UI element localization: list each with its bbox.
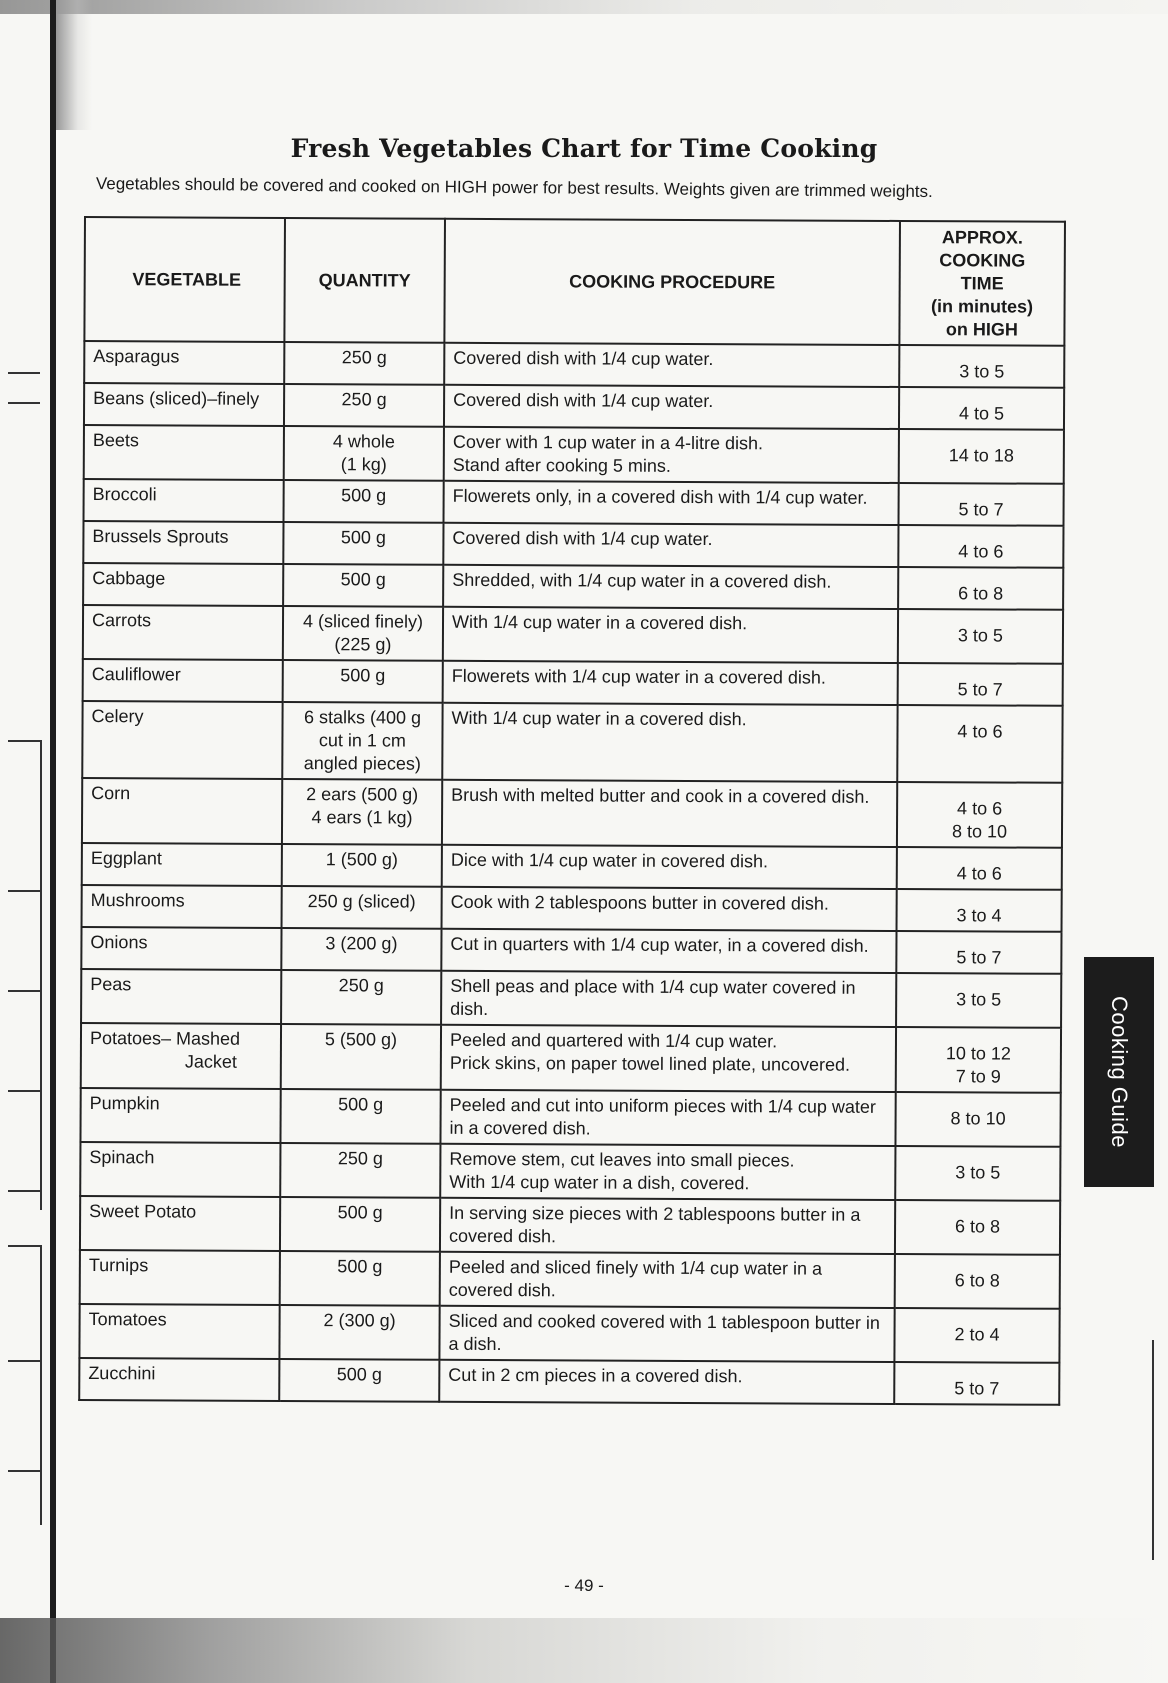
time-cell xyxy=(896,931,1061,974)
time-cell-text: 4 to 6 xyxy=(956,863,1002,884)
vegetable-cell-text: Mushrooms xyxy=(90,890,185,911)
quantity-cell-text: angled pieces) xyxy=(303,753,421,774)
table-row xyxy=(84,425,1064,484)
procedure-cell-text: Dice with 1/4 cup water in covered dish. xyxy=(450,849,769,872)
header-time-line: COOKING xyxy=(939,249,1026,271)
margin-tick xyxy=(8,1245,40,1247)
procedure-cell-text: With 1/4 cup water in a covered dish. xyxy=(451,611,748,634)
time-cell xyxy=(894,1308,1059,1363)
table-row xyxy=(83,659,1063,706)
procedure-cell xyxy=(439,1360,894,1404)
table-row xyxy=(82,843,1062,890)
vegetable-cell-text: Onions xyxy=(90,932,148,953)
table-row xyxy=(83,605,1063,664)
vegetable-cell-text: Brussels Sprouts xyxy=(92,526,229,547)
adjacent-page-marks xyxy=(0,0,48,1683)
time-cell xyxy=(899,387,1064,430)
vegetable-cell-text: Jacket xyxy=(184,1051,237,1072)
quantity-cell xyxy=(284,426,444,481)
time-cell-text: 3 to 5 xyxy=(959,361,1005,382)
quantity-cell-text: (225 g) xyxy=(334,634,392,655)
vegetable-cell xyxy=(81,927,281,970)
vegetable-cell-text: Spinach xyxy=(89,1147,155,1168)
quantity-cell-text: 500 g xyxy=(337,1256,383,1277)
procedure-cell-text: Remove stem, cut leaves into small pieces. xyxy=(449,1148,795,1171)
scan-bottom-edge xyxy=(0,1618,1168,1683)
quantity-cell-text: 500 g xyxy=(338,1094,384,1115)
procedure-cell-text: Covered dish with 1/4 cup water. xyxy=(453,347,714,370)
header-vegetable: VEGETABLE xyxy=(84,217,285,342)
vegetable-cell-text: Asparagus xyxy=(93,346,180,367)
table-row xyxy=(82,885,1062,932)
time-cell-text: 4 to 6 xyxy=(957,798,1003,819)
vegetable-cell xyxy=(84,383,284,426)
quantity-cell xyxy=(284,480,444,523)
time-cell-text: 3 to 5 xyxy=(956,989,1002,1010)
time-cell xyxy=(899,429,1064,484)
vegetable-cell xyxy=(79,1358,279,1401)
quantity-cell xyxy=(283,606,443,661)
vegetable-cell xyxy=(83,659,283,702)
procedure-cell-text: Peeled and sliced finely with 1/4 cup water in a covered dish. xyxy=(448,1256,823,1301)
header-time xyxy=(899,221,1065,346)
vegetable-cell-text: Tomatoes xyxy=(88,1309,167,1330)
procedure-cell xyxy=(442,780,897,847)
header-time-line: APPROX. xyxy=(941,226,1023,248)
quantity-cell-text: 500 g xyxy=(340,569,386,590)
time-cell xyxy=(895,1254,1060,1309)
procedure-cell xyxy=(443,607,898,663)
time-cell-text: 6 to 8 xyxy=(954,1270,1000,1291)
procedure-cell-text: With 1/4 cup water in a covered dish. xyxy=(451,707,747,730)
quantity-cell-text: 6 stalks (400 g xyxy=(303,707,422,728)
table-header-row xyxy=(84,217,1065,346)
quantity-cell-text: 250 g xyxy=(338,975,384,996)
table-row xyxy=(84,479,1064,526)
table-body xyxy=(79,341,1064,1405)
quantity-cell xyxy=(279,1305,439,1360)
quantity-cell xyxy=(280,1251,440,1306)
time-cell-text: 8 to 10 xyxy=(951,821,1008,842)
procedure-cell xyxy=(443,661,898,705)
quantity-cell-text: 1 (500 g) xyxy=(325,849,398,870)
vegetable-cell-text: Peas xyxy=(90,974,132,995)
time-cell-text: 14 to 18 xyxy=(948,445,1014,466)
margin-rule xyxy=(40,740,42,1210)
vegetable-cell xyxy=(82,701,282,779)
quantity-cell-text: cut in 1 cm xyxy=(318,730,407,751)
quantity-cell-text: 250 g xyxy=(341,389,387,410)
time-cell xyxy=(898,567,1063,610)
table-row xyxy=(79,1358,1059,1405)
time-cell xyxy=(895,1146,1060,1201)
table-row xyxy=(81,1023,1061,1093)
vegetable-cell xyxy=(82,778,282,844)
header-time-line: (in minutes) xyxy=(931,295,1034,317)
time-cell-text: 8 to 10 xyxy=(950,1108,1006,1129)
margin-tick xyxy=(8,890,40,892)
procedure-cell-text: Cook with 2 tablespoons butter in covered dish. xyxy=(450,891,829,914)
time-cell xyxy=(898,663,1063,706)
table-row xyxy=(82,778,1062,848)
time-cell-text: 4 to 5 xyxy=(958,403,1005,424)
quantity-cell-text: 500 g xyxy=(336,1364,382,1385)
time-cell-text: 4 to 6 xyxy=(958,541,1004,562)
margin-rule xyxy=(40,1245,42,1525)
time-cell-text: 5 to 7 xyxy=(958,499,1004,520)
quantity-cell-text: 500 g xyxy=(340,527,386,548)
time-cell-text: 4 to 6 xyxy=(957,721,1003,742)
vegetable-cell-text: Beets xyxy=(92,430,139,451)
procedure-cell-text: In serving size pieces with 2 tablespoons butter in a covered dish. xyxy=(448,1202,861,1247)
time-cell xyxy=(898,525,1063,568)
quantity-cell xyxy=(280,1143,440,1198)
vegetable-cell-text: Celery xyxy=(91,706,144,727)
time-cell-text: 10 to 12 xyxy=(945,1043,1011,1064)
quantity-cell xyxy=(282,886,442,929)
quantity-cell xyxy=(282,779,442,845)
procedure-cell xyxy=(443,565,898,609)
time-cell-text: 5 to 7 xyxy=(956,947,1002,968)
vegetable-cell xyxy=(81,1023,281,1089)
margin-tick xyxy=(8,990,40,992)
table-row xyxy=(80,1196,1060,1255)
vegetable-cell xyxy=(80,1142,280,1197)
vegetable-cell xyxy=(80,1088,280,1143)
procedure-cell-text: Brush with melted butter and cook in a covered dish. xyxy=(451,784,870,807)
table-row xyxy=(80,1142,1060,1201)
vegetable-cell xyxy=(81,969,281,1024)
procedure-cell-text: With 1/4 cup water in a dish, covered. xyxy=(449,1171,750,1194)
vegetable-cell-text: Carrots xyxy=(91,610,152,631)
table-row xyxy=(81,969,1061,1028)
vegetable-cell-text: Eggplant xyxy=(90,848,162,869)
procedure-cell xyxy=(441,971,896,1027)
vegetable-cell xyxy=(82,843,282,886)
quantity-cell-text: 250 g xyxy=(337,1148,383,1169)
time-cell xyxy=(895,1200,1060,1255)
quantity-cell xyxy=(281,1024,441,1090)
quantity-cell xyxy=(279,1359,439,1402)
procedure-cell-text: Covered dish with 1/4 cup water. xyxy=(452,527,713,550)
vegetable-cell-text: Pumpkin xyxy=(89,1093,160,1114)
vegetable-cell xyxy=(79,1304,279,1359)
procedure-cell xyxy=(440,1144,895,1200)
procedure-cell xyxy=(442,845,897,889)
procedure-cell-text: Cut in 2 cm pieces in a covered dish. xyxy=(448,1364,743,1387)
quantity-cell-text: 5 (500 g) xyxy=(324,1029,398,1050)
table-row xyxy=(79,1304,1059,1363)
vegetable-cell xyxy=(80,1250,280,1305)
vegetable-cell xyxy=(84,341,284,384)
procedure-cell xyxy=(439,1306,894,1362)
quantity-cell xyxy=(280,1089,440,1144)
procedure-cell-text: Peeled and quartered with 1/4 cup water. xyxy=(449,1029,778,1052)
table-row xyxy=(80,1088,1060,1147)
time-cell xyxy=(894,1362,1059,1405)
time-cell-text: 6 to 8 xyxy=(954,1216,1001,1237)
procedure-cell xyxy=(442,887,897,931)
procedure-cell xyxy=(444,343,899,387)
side-tab-label: Cooking Guide xyxy=(1107,995,1133,1149)
quantity-cell-text: (1 kg) xyxy=(340,454,387,475)
procedure-cell-text: Sliced and cooked covered with 1 tablespoon butter in a dish. xyxy=(448,1310,880,1355)
quantity-cell xyxy=(283,564,443,607)
table-row xyxy=(81,927,1061,974)
vegetable-cell xyxy=(83,521,283,564)
procedure-cell xyxy=(440,1090,895,1146)
page-subtitle: Vegetables should be covered and cooked on HIGH power for best results. Weights given are trimmed weights. xyxy=(95,174,933,202)
header-time-line: TIME xyxy=(960,272,1004,293)
scan-corner-shade xyxy=(56,0,92,130)
quantity-cell xyxy=(283,522,443,565)
vegetable-cell-text: Turnips xyxy=(88,1255,149,1276)
quantity-cell-text: 250 g xyxy=(341,347,387,368)
quantity-cell xyxy=(284,384,444,427)
vegetable-cell-text: Beans (sliced)–finely xyxy=(93,388,260,409)
procedure-cell-text: Stand after cooking 5 mins. xyxy=(452,454,671,476)
page-title: Fresh Vegetables Chart for Time Cooking xyxy=(290,134,878,163)
procedure-cell-text: Prick skins, on paper towel lined plate, uncovered. xyxy=(449,1052,851,1075)
procedure-cell-text: Covered dish with 1/4 cup water. xyxy=(453,389,714,412)
scan-binding-edge xyxy=(50,0,56,1683)
table-row xyxy=(80,1250,1060,1309)
time-cell-text: 3 to 5 xyxy=(957,625,1004,646)
time-cell-text: 3 to 5 xyxy=(955,1162,1001,1183)
quantity-cell xyxy=(282,702,442,780)
vegetable-cell-text: Sweet Potato xyxy=(89,1201,197,1222)
quantity-cell-text: 500 g xyxy=(337,1202,383,1223)
time-cell xyxy=(895,1092,1060,1147)
time-cell-text: 5 to 7 xyxy=(957,679,1003,700)
vegetables-chart xyxy=(78,216,1064,1406)
quantity-cell-text: 3 (200 g) xyxy=(325,933,398,954)
margin-tick xyxy=(8,1470,40,1472)
adjacent-page-rule xyxy=(1152,1340,1154,1560)
vegetable-cell xyxy=(83,605,283,660)
quantity-cell-text: 4 ears (1 kg) xyxy=(311,807,413,828)
time-cell xyxy=(897,847,1062,890)
time-cell xyxy=(896,973,1061,1028)
procedure-cell-text: Flowerets with 1/4 cup water in a covered dish. xyxy=(451,665,826,688)
margin-tick xyxy=(8,740,40,742)
margin-tick xyxy=(8,1090,40,1092)
procedure-cell xyxy=(443,523,898,567)
procedure-cell-text: Cut in quarters with 1/4 cup water, in a covered dish. xyxy=(450,933,869,956)
vegetable-cell xyxy=(80,1196,280,1251)
vegetable-cell xyxy=(82,885,282,928)
header-time-line: on HIGH xyxy=(945,318,1019,340)
section-side-tab xyxy=(1084,957,1154,1187)
procedure-cell-text: Shell peas and place with 1/4 cup water covered in dish. xyxy=(450,975,856,1019)
vegetable-cell-text: Potatoes– Mashed xyxy=(89,1028,241,1049)
time-cell xyxy=(897,705,1062,783)
table-row xyxy=(83,563,1063,610)
time-cell xyxy=(897,782,1062,848)
vegetable-cell-text: Zucchini xyxy=(88,1363,156,1384)
page-number: - 49 - xyxy=(564,1576,604,1595)
procedure-cell-text: Cover with 1 cup water in a 4-litre dish. xyxy=(452,431,764,454)
quantity-cell-text: 4 (sliced finely) xyxy=(302,611,424,632)
procedure-cell-text: Peeled and cut into uniform pieces with 1/4 cup water in a covered dish. xyxy=(449,1094,876,1139)
quantity-cell xyxy=(280,1197,440,1252)
vegetable-cell-text: Cauliflower xyxy=(91,664,181,685)
table-row xyxy=(83,521,1063,568)
time-cell-text: 7 to 9 xyxy=(955,1066,1001,1087)
header-quantity: QUANTITY xyxy=(284,218,445,343)
quantity-cell xyxy=(281,928,441,971)
procedure-cell-text: Shredded, with 1/4 cup water in a covered dish. xyxy=(452,569,832,592)
time-cell xyxy=(897,889,1062,932)
procedure-cell xyxy=(444,385,899,429)
quantity-cell xyxy=(282,844,442,887)
scan-top-edge xyxy=(0,0,1168,14)
quantity-cell-text: 500 g xyxy=(340,665,386,686)
quantity-cell-text: 2 (300 g) xyxy=(323,1310,396,1331)
procedure-cell xyxy=(440,1252,895,1308)
time-cell xyxy=(896,1027,1061,1093)
procedure-cell xyxy=(444,481,899,525)
margin-tick xyxy=(8,1190,40,1192)
vegetable-cell-text: Broccoli xyxy=(92,484,157,505)
quantity-cell-text: 500 g xyxy=(341,485,387,506)
quantity-cell xyxy=(283,660,443,703)
margin-tick xyxy=(8,372,40,374)
procedure-cell xyxy=(440,1198,895,1254)
vegetable-cell-text: Corn xyxy=(91,783,131,804)
margin-tick xyxy=(8,1360,40,1362)
time-cell-text: 2 to 4 xyxy=(954,1324,1000,1345)
vegetable-cell xyxy=(84,425,284,480)
quantity-cell-text: 2 ears (500 g) xyxy=(306,784,419,805)
cooking-time-table xyxy=(78,216,1066,1406)
quantity-cell-text: 250 g (sliced) xyxy=(307,891,416,912)
time-cell xyxy=(898,609,1063,664)
time-cell-text: 6 to 8 xyxy=(958,583,1004,604)
quantity-cell xyxy=(284,342,444,385)
time-cell-text: 3 to 4 xyxy=(956,905,1002,926)
vegetable-cell-text: Cabbage xyxy=(92,568,166,589)
procedure-cell xyxy=(444,427,899,483)
time-cell xyxy=(899,345,1064,388)
vegetable-cell xyxy=(83,563,283,606)
vegetable-cell xyxy=(84,479,284,522)
margin-tick xyxy=(8,402,40,404)
quantity-cell-text: 4 whole xyxy=(332,431,395,452)
table-row xyxy=(82,701,1062,783)
table-row xyxy=(84,383,1064,430)
time-cell xyxy=(898,483,1063,526)
procedure-cell xyxy=(442,703,897,782)
procedure-cell xyxy=(441,929,896,973)
time-cell-text: 5 to 7 xyxy=(954,1378,1000,1399)
quantity-cell xyxy=(281,970,441,1025)
table-row xyxy=(84,341,1064,388)
procedure-cell-text: Flowerets only, in a covered dish with 1/4 cup water. xyxy=(452,485,868,508)
header-procedure: COOKING PROCEDURE xyxy=(444,219,900,345)
procedure-cell xyxy=(441,1025,896,1092)
